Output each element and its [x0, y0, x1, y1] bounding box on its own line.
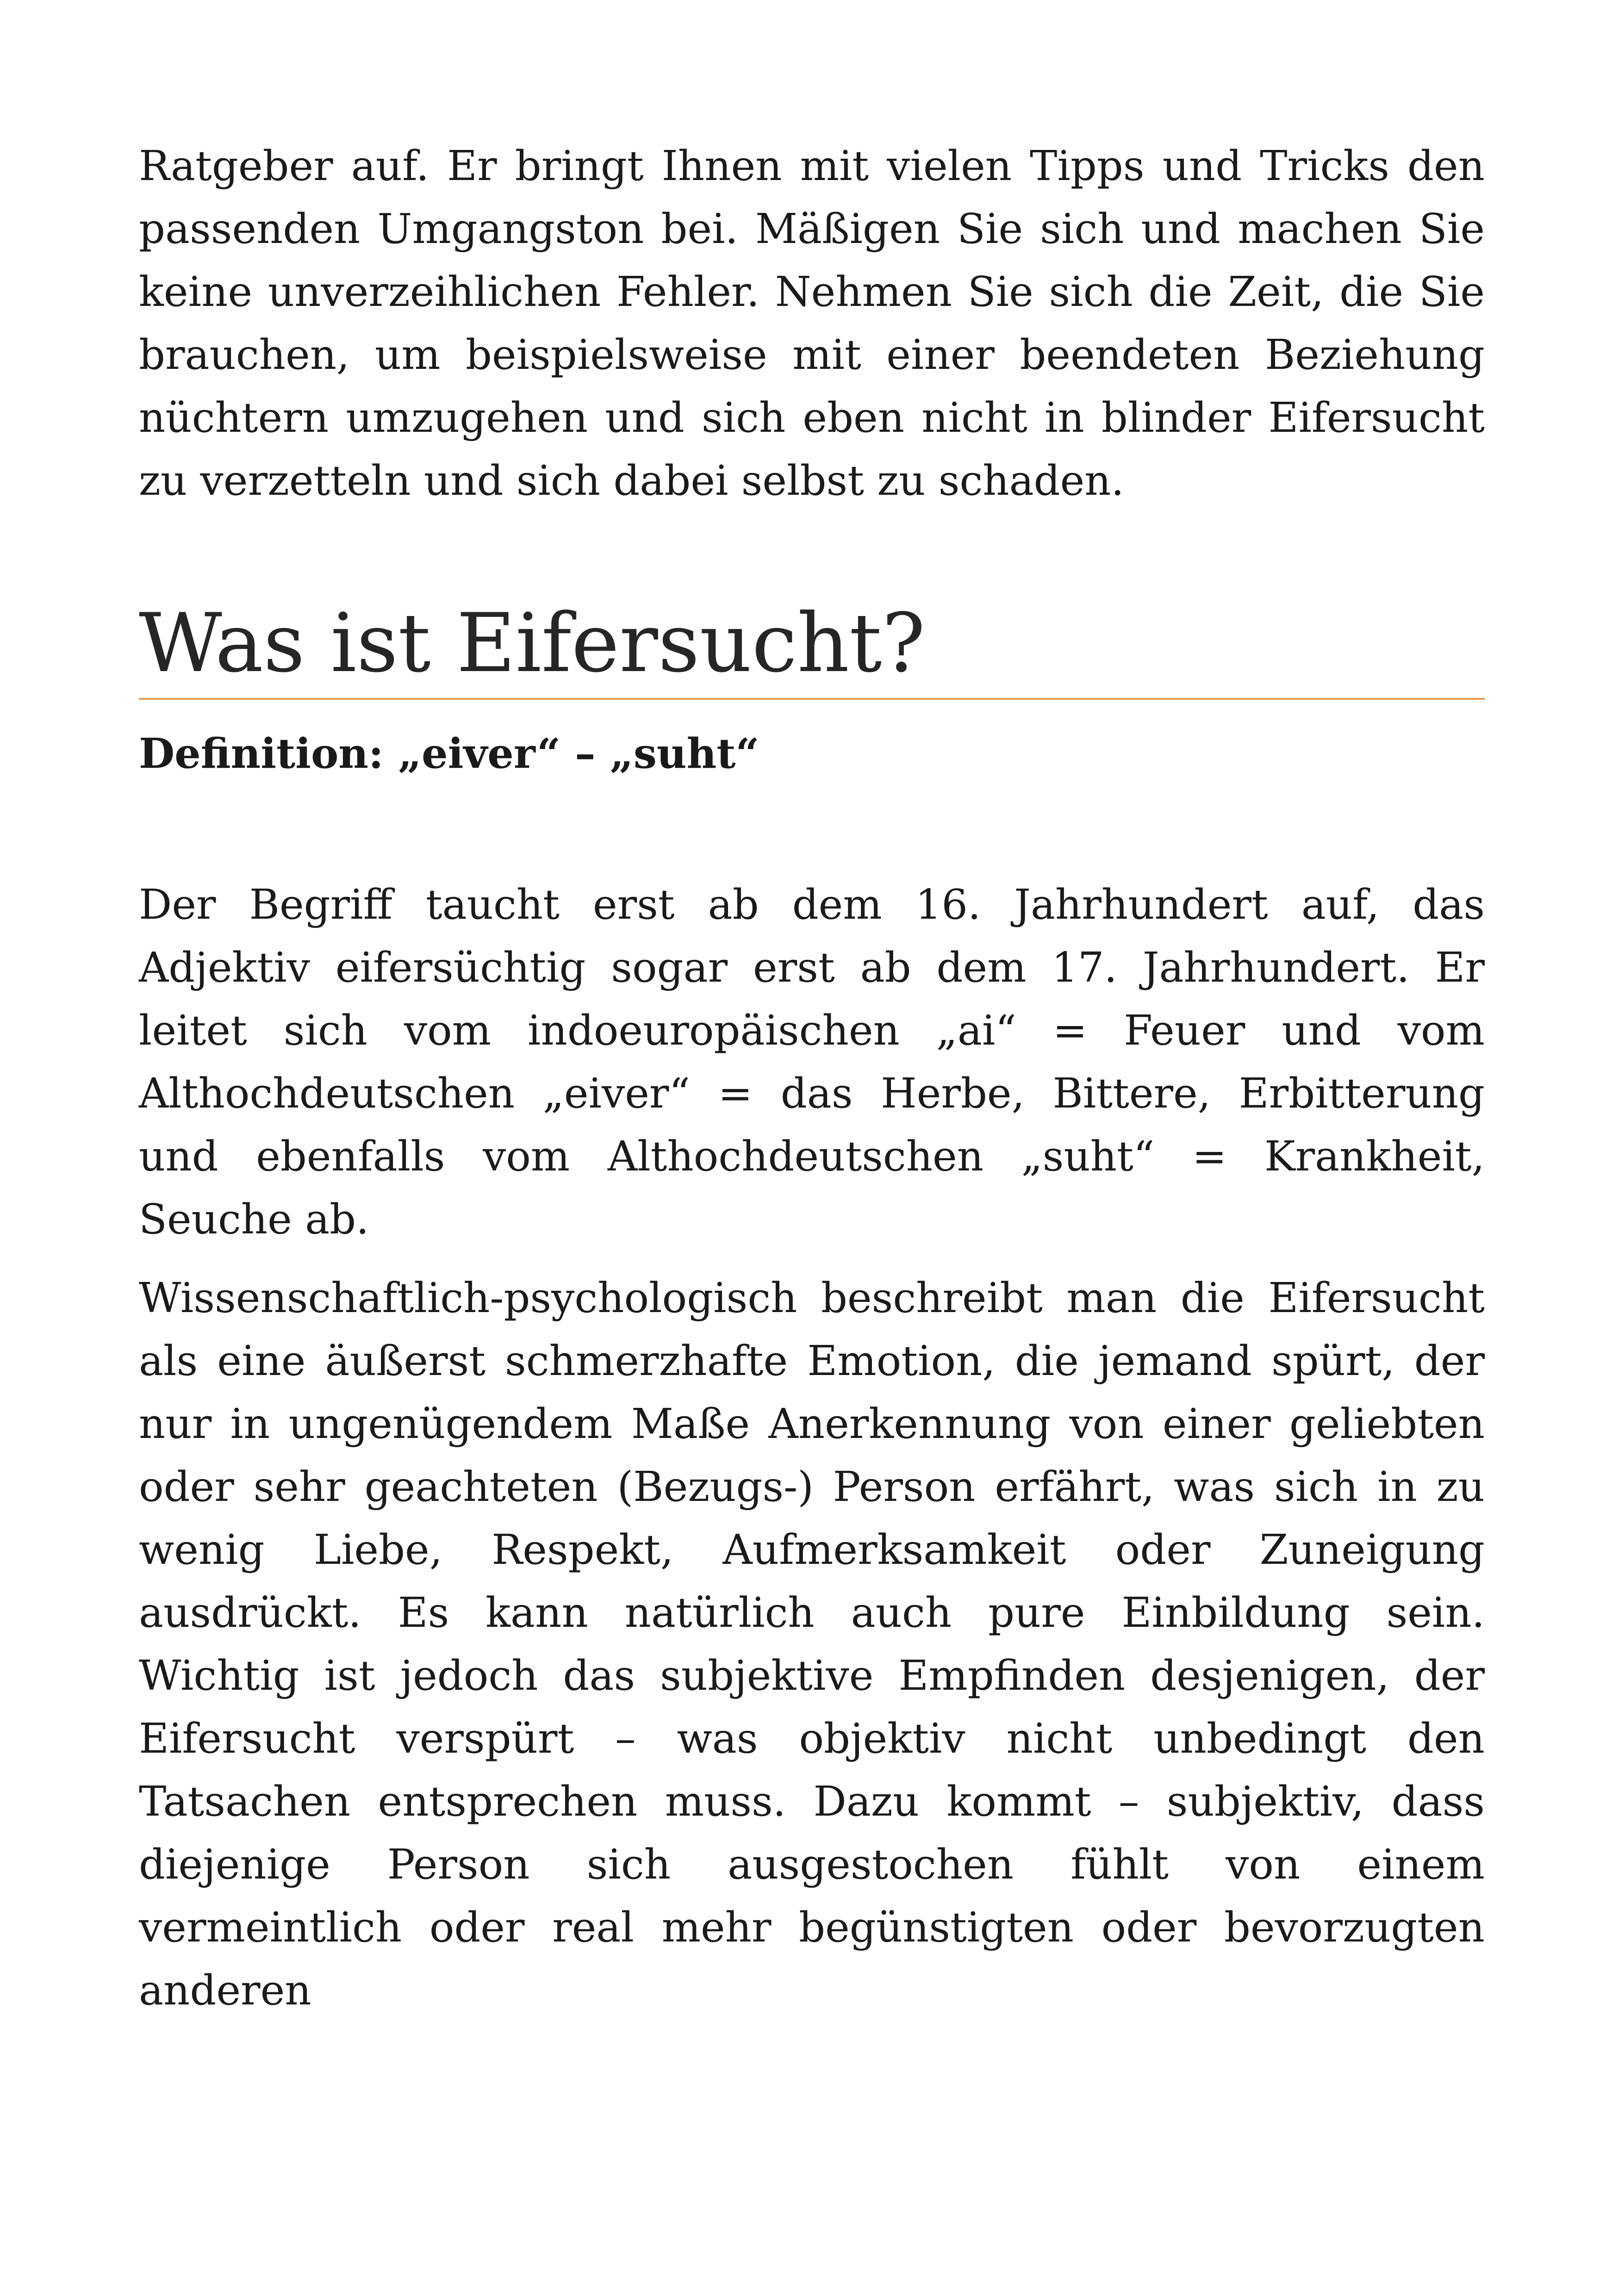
body-paragraph-psychology: Wissenschaftlich-psychologisch beschreibt man die Eifersucht als eine äußerst schmerzhafte Emotion, die jemand spürt, der nur in ungenügendem Maße Anerkennung von einer geliebten oder sehr geachteten (Bezugs-) Person erfährt, was sich in zu wenig Liebe, Respekt, Aufmerksamkeit oder Zuneigung ausdrückt. Es kann natürlich auch pure Einbildung sein. Wichtig ist jedoch das subjektive Empfinden desjenigen, der Eifersucht verspürt – was objektiv nicht unbedingt den Tatsachen entsprechen muss. Dazu kommt – subjektiv, dass diejenige Person sich ausgestochen fühlt von einem vermeintlich oder real mehr begünstigten oder bevorzugten anderen: [139, 1274, 1485, 2014]
body-paragraph-etymology: Der Begriff taucht erst ab dem 16. Jahrhundert auf, das Adjektiv eifersüchtig sogar erst ab dem 17. Jahrhundert. Er leitet sich vom indoeuropäischen „ai“ = Feuer und vom Althochdeutschen „eiver“ = das Herbe, Bittere, Erbitterung und ebenfalls vom Althochdeutschen „suht“ = Krankheit, Seuche ab.: [139, 880, 1485, 1243]
section-heading: Was ist Eifersucht?: [139, 595, 1485, 700]
definition-subheading: Definition: „eiver“ – „suht“: [139, 729, 759, 778]
intro-paragraph: Ratgeber auf. Er bringt Ihnen mit vielen Tipps und Tricks den passenden Umgangston bei. Mäßigen Sie sich und machen Sie keine unverzeihlichen Fehler. Nehmen Sie sich die Zeit, die Sie brauchen, um beispielsweise mit einer beendeten Beziehung nüchtern umzugehen und sich eben nicht in blinder Eifersucht zu verzetteln und sich dabei selbst zu schaden.: [139, 142, 1485, 504]
document-page: [139, 134, 1485, 2022]
